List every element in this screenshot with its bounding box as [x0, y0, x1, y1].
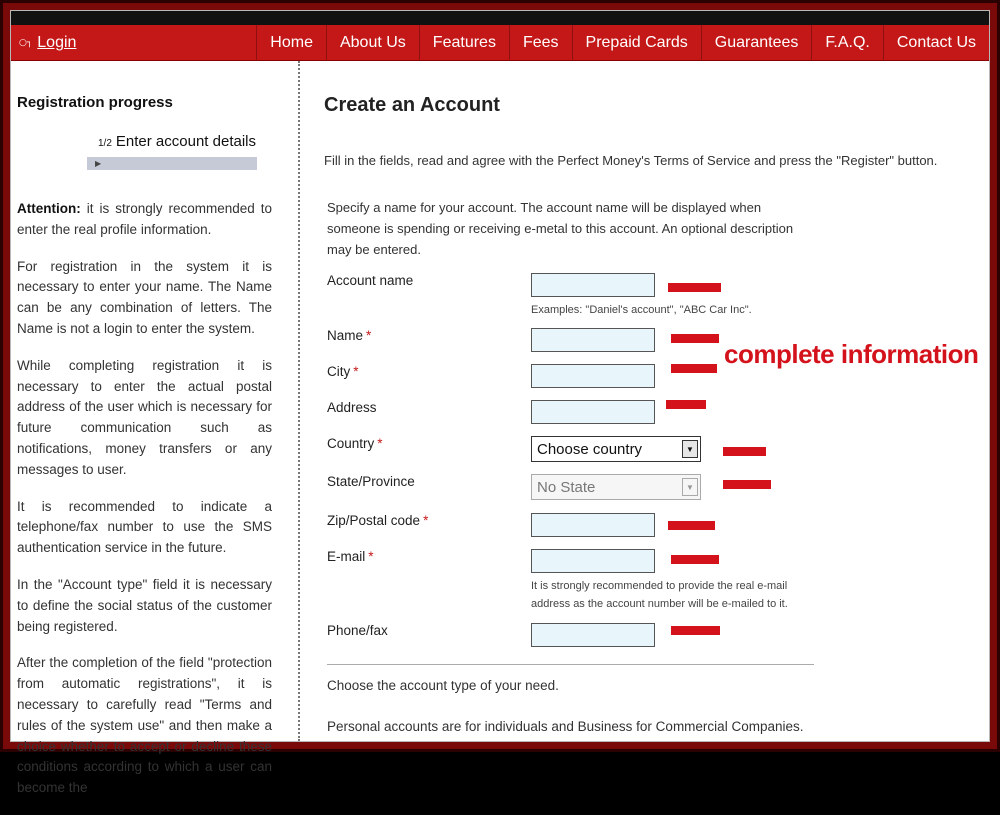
country-label [327, 436, 383, 451]
help-paragraph: In the "Account type" field it is necessary to define the social status of the customer being registered. [17, 576, 272, 634]
required-mark: * [377, 436, 383, 451]
attention-paragraph [17, 199, 272, 241]
required-mark: * [353, 364, 359, 379]
account-type-description: Personal accounts are for individuals and Business for Commercial Companies. [327, 719, 804, 734]
state-select[interactable] [531, 474, 701, 500]
zip-input[interactable] [531, 513, 655, 537]
step-label: Enter account details [115, 133, 256, 150]
required-mark: * [366, 328, 372, 343]
complete-information-annotation: complete information [724, 339, 979, 369]
attention-text: it is strongly recommended to enter the real profile information. [17, 201, 272, 237]
nav-fees[interactable]: Fees [509, 25, 572, 61]
red-marker [723, 480, 771, 489]
name-label-text: Name [327, 328, 364, 343]
sidebar-help-text [17, 199, 272, 815]
city-label-text: City [327, 364, 351, 379]
page [10, 10, 990, 796]
help-paragraph: After the completion of the field "protection from automatic registrations", it is necessary to carefully read "Terms and rules of the system use" and then make a choice whether to accept or decline these conditions according to which a user can become the [17, 655, 272, 796]
nav-contact-us[interactable]: Contact Us [883, 25, 989, 61]
account-type-prompt: Choose the account type of your need. [327, 678, 559, 693]
nav-features[interactable]: Features [419, 25, 509, 61]
account-name-hint: Examples: "Daniel's account", "ABC Car Inc". [531, 304, 752, 316]
zip-label [327, 513, 428, 528]
red-marker [671, 334, 719, 343]
country-label-text: Country [327, 436, 375, 451]
address-label: Address [327, 400, 377, 415]
red-marker [723, 447, 766, 456]
key-icon: ○┐ [19, 38, 33, 48]
phone-input[interactable] [531, 623, 655, 647]
main-nav [256, 25, 989, 61]
red-marker [668, 521, 715, 530]
email-label-text: E-mail [327, 549, 366, 564]
page-title: Create an Account [324, 94, 500, 116]
email-input[interactable] [531, 549, 655, 573]
nav-faq[interactable]: F.A.Q. [811, 25, 882, 61]
city-label [327, 364, 359, 379]
account-name-input[interactable] [531, 273, 655, 297]
phone-label: Phone/fax [327, 623, 388, 638]
specify-text: Specify a name for your account. The account name will be displayed when someone is spending or receiving e-metal to this account. An optional description may be entered. [327, 200, 794, 257]
triangle-right-icon: ▶ [95, 159, 102, 168]
dropdown-arrow-icon[interactable]: ▼ [682, 440, 698, 458]
country-select[interactable] [531, 436, 701, 462]
help-paragraph: While completing registration it is necessary to enter the actual postal address of the user which is necessary for future communication such as notifications, money transfers or any messages to user. [17, 357, 272, 477]
red-marker [671, 364, 717, 373]
account-name-label: Account name [327, 273, 414, 288]
red-marker [666, 400, 706, 409]
email-hint-line: address as the account number will be e-mailed to it. [531, 598, 788, 610]
nav-about-us[interactable]: About Us [326, 25, 419, 61]
nav-guarantees[interactable]: Guarantees [701, 25, 812, 61]
red-marker [671, 555, 719, 564]
step-fraction: 1/2 [98, 138, 112, 149]
login-link-group[interactable] [19, 34, 76, 52]
address-input[interactable] [531, 400, 655, 424]
red-marker [668, 283, 721, 292]
top-strip [11, 11, 989, 25]
zip-label-text: Zip/Postal code [327, 513, 421, 528]
email-label [327, 549, 374, 564]
state-label: State/Province [327, 474, 415, 489]
main-content [302, 61, 989, 741]
help-paragraph: For registration in the system it is necessary to enter your name. The Name can be any combination of letters. The Name is not a login to enter the system. [17, 258, 272, 336]
intro-text: Fill in the fields, read and agree with the Perfect Money's Terms of Service and press the "Register" button. [324, 153, 938, 168]
attention-label: Attention: [17, 201, 81, 216]
navbar [11, 25, 989, 61]
name-label [327, 328, 371, 343]
divider [327, 664, 814, 665]
sidebar [11, 61, 300, 796]
login-link[interactable]: Login [37, 34, 77, 51]
country-select-value: Choose country [537, 441, 643, 458]
registration-progress-heading: Registration progress [17, 94, 173, 111]
dropdown-arrow-icon[interactable]: ▼ [682, 478, 698, 496]
required-mark: * [423, 513, 429, 528]
help-paragraph: It is recommended to indicate a telephone/fax number to use the SMS authentication service in the future. [17, 498, 272, 556]
nav-home[interactable]: Home [256, 25, 326, 61]
required-mark: * [368, 549, 374, 564]
nav-prepaid-cards[interactable]: Prepaid Cards [572, 25, 701, 61]
email-hint [531, 577, 788, 613]
progress-bar [87, 157, 257, 170]
progress-step [98, 133, 256, 150]
email-hint-line: It is strongly recommended to provide the real e-mail [531, 580, 788, 592]
red-marker [671, 626, 720, 635]
state-select-value: No State [537, 479, 596, 496]
city-input[interactable] [531, 364, 655, 388]
name-input[interactable] [531, 328, 655, 352]
